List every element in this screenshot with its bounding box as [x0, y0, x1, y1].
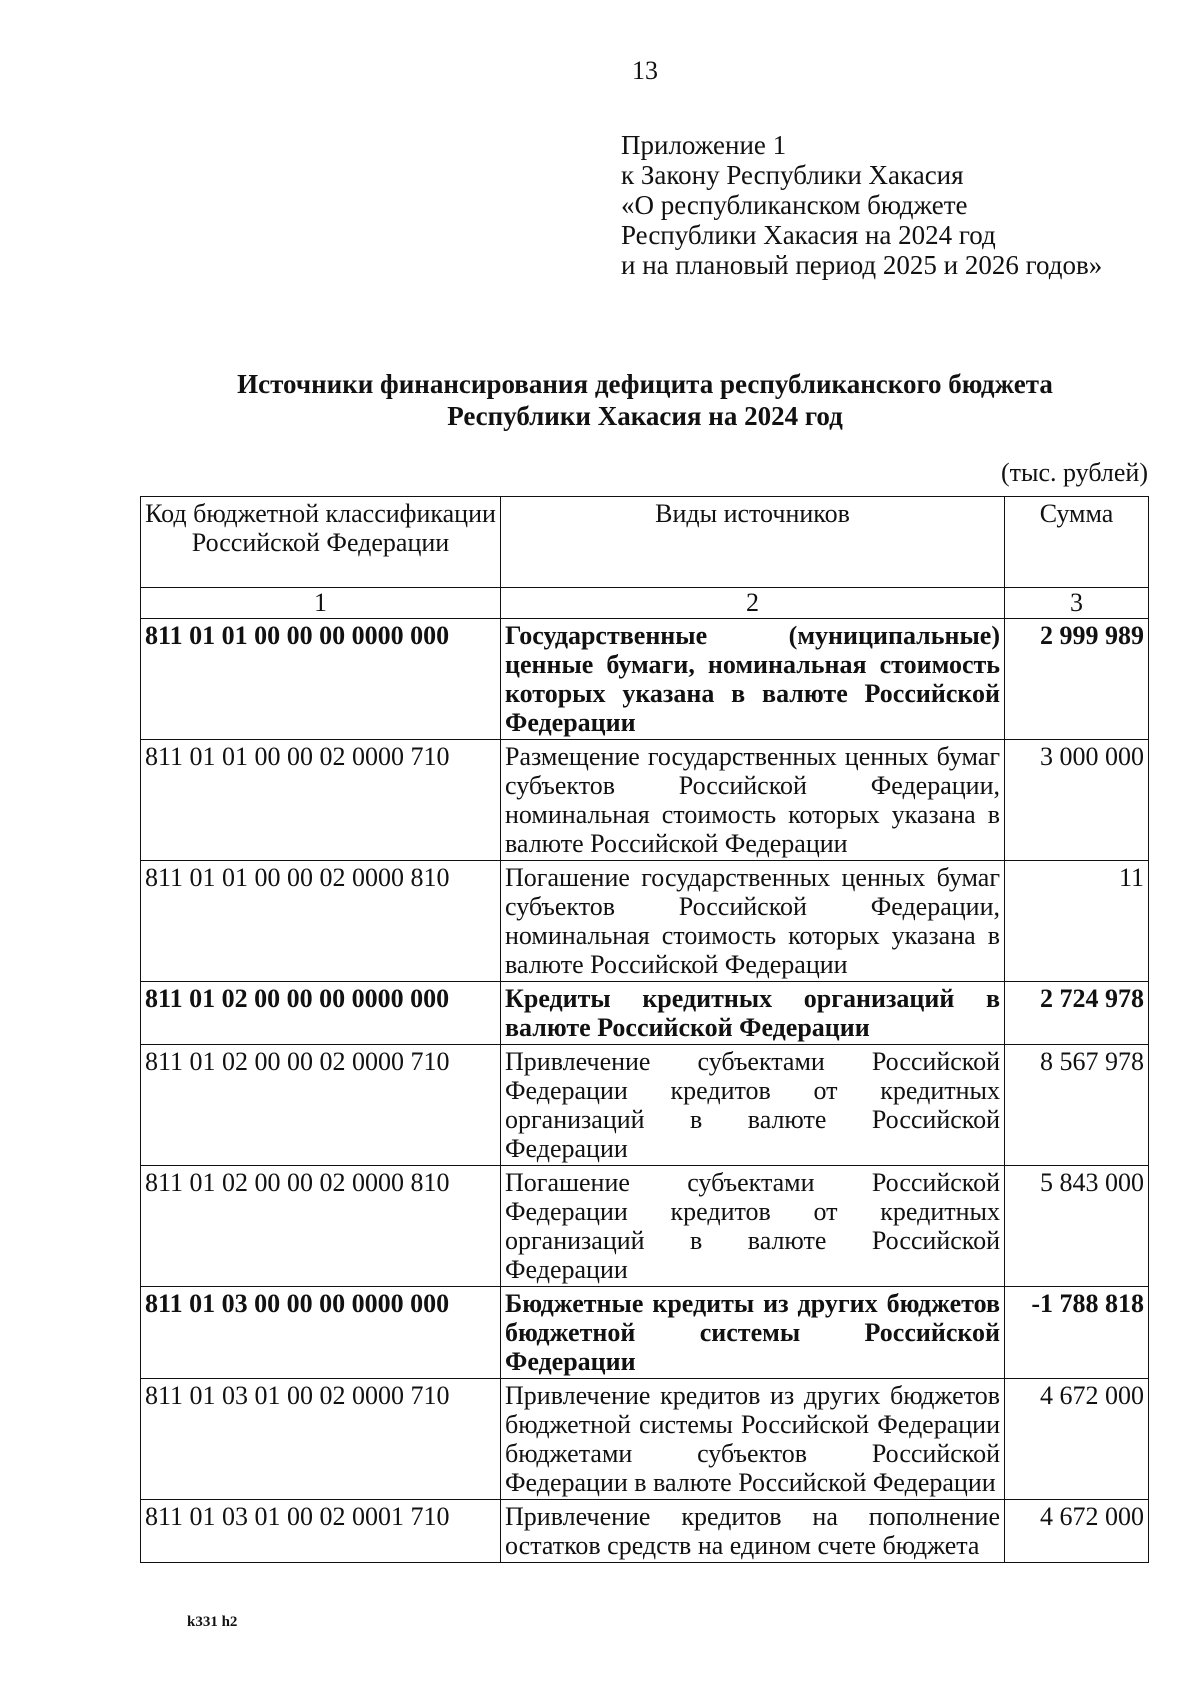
cell-code: 811 01 02 00 00 02 0000 710: [141, 1045, 501, 1166]
cell-sum: 11: [1005, 861, 1149, 982]
appendix-line: Республики Хакасия на 2024 год: [621, 220, 996, 250]
page-number: 13: [632, 56, 658, 85]
column-number: 1: [141, 588, 501, 619]
column-number: 2: [501, 588, 1005, 619]
document-title-line-1: Источники финансирования дефицита республиканского бюджета: [237, 369, 1053, 399]
table-row: [141, 1379, 1149, 1500]
appendix-line: к Закону Республики Хакасия: [621, 160, 964, 190]
column-number: 3: [1005, 588, 1149, 619]
cell-code: 811 01 03 01 00 02 0001 710: [141, 1500, 501, 1563]
units-label: (тыс. рублей): [1000, 458, 1148, 487]
sources-table: [140, 496, 1149, 1563]
cell-sum: 4 672 000: [1005, 1500, 1149, 1563]
cell-description: Бюджетные кредиты из других бюджетов бюджетной системы Российской Федерации: [501, 1287, 1005, 1379]
table-row: [141, 982, 1149, 1045]
cell-description: Погашение государственных ценных бумаг субъектов Российской Федерации, номинальная стоимость которых указана в валюте Российской Федерации: [501, 861, 1005, 982]
cell-description: Привлечение кредитов на пополнение остатков средств на едином счете бюджета: [501, 1500, 1005, 1563]
cell-code: 811 01 02 00 00 00 0000 000: [141, 982, 501, 1045]
table-row: [141, 740, 1149, 861]
cell-sum: 5 843 000: [1005, 1166, 1149, 1287]
table-row: [141, 861, 1149, 982]
footer-code: k331 h2: [187, 1614, 238, 1630]
header-sum: Сумма: [1005, 497, 1149, 588]
header-code: Код бюджетной классификации Российской Федерации: [141, 497, 501, 588]
cell-description: Кредиты кредитных организаций в валюте Российской Федерации: [501, 982, 1005, 1045]
cell-sum: -1 788 818: [1005, 1287, 1149, 1379]
table-row: [141, 1166, 1149, 1287]
document-title-line-2: Республики Хакасия на 2024 год: [447, 401, 843, 431]
cell-description: Государственные (муниципальные) ценные бумаги, номинальная стоимость которых указана в валюте Российской Федерации: [501, 619, 1005, 740]
document-title: [130, 368, 1160, 432]
table-row: [141, 1287, 1149, 1379]
cell-description: Погашение субъектами Российской Федерации кредитов от кредитных организаций в валюте Российской Федерации: [501, 1166, 1005, 1287]
cell-sum: 2 724 978: [1005, 982, 1149, 1045]
appendix-line: Приложение 1: [621, 130, 787, 160]
cell-sum: 2 999 989: [1005, 619, 1149, 740]
appendix-line: «О республиканском бюджете: [621, 190, 968, 220]
header-type: Виды источников: [501, 497, 1005, 588]
cell-description: Привлечение кредитов из других бюджетов бюджетной системы Российской Федерации бюджетами субъектов Российской Федерации в валюте Российской Федерации: [501, 1379, 1005, 1500]
appendix-block: [621, 130, 1102, 280]
cell-code: 811 01 03 01 00 02 0000 710: [141, 1379, 501, 1500]
cell-code: 811 01 03 00 00 00 0000 000: [141, 1287, 501, 1379]
cell-sum: 4 672 000: [1005, 1379, 1149, 1500]
table-row: [141, 1045, 1149, 1166]
column-number-row: [141, 588, 1149, 619]
cell-sum: 8 567 978: [1005, 1045, 1149, 1166]
cell-description: Привлечение субъектами Российской Федерации кредитов от кредитных организаций в валюте Российской Федерации: [501, 1045, 1005, 1166]
cell-code: 811 01 01 00 00 02 0000 710: [141, 740, 501, 861]
cell-code: 811 01 01 00 00 00 0000 000: [141, 619, 501, 740]
table-row: [141, 619, 1149, 740]
table-row: [141, 1500, 1149, 1563]
table-header-row: [141, 497, 1149, 588]
cell-description: Размещение государственных ценных бумаг субъектов Российской Федерации, номинальная стоимость которых указана в валюте Российской Федерации: [501, 740, 1005, 861]
cell-sum: 3 000 000: [1005, 740, 1149, 861]
cell-code: 811 01 02 00 00 02 0000 810: [141, 1166, 501, 1287]
cell-code: 811 01 01 00 00 02 0000 810: [141, 861, 501, 982]
appendix-line: и на плановый период 2025 и 2026 годов»: [621, 250, 1103, 280]
